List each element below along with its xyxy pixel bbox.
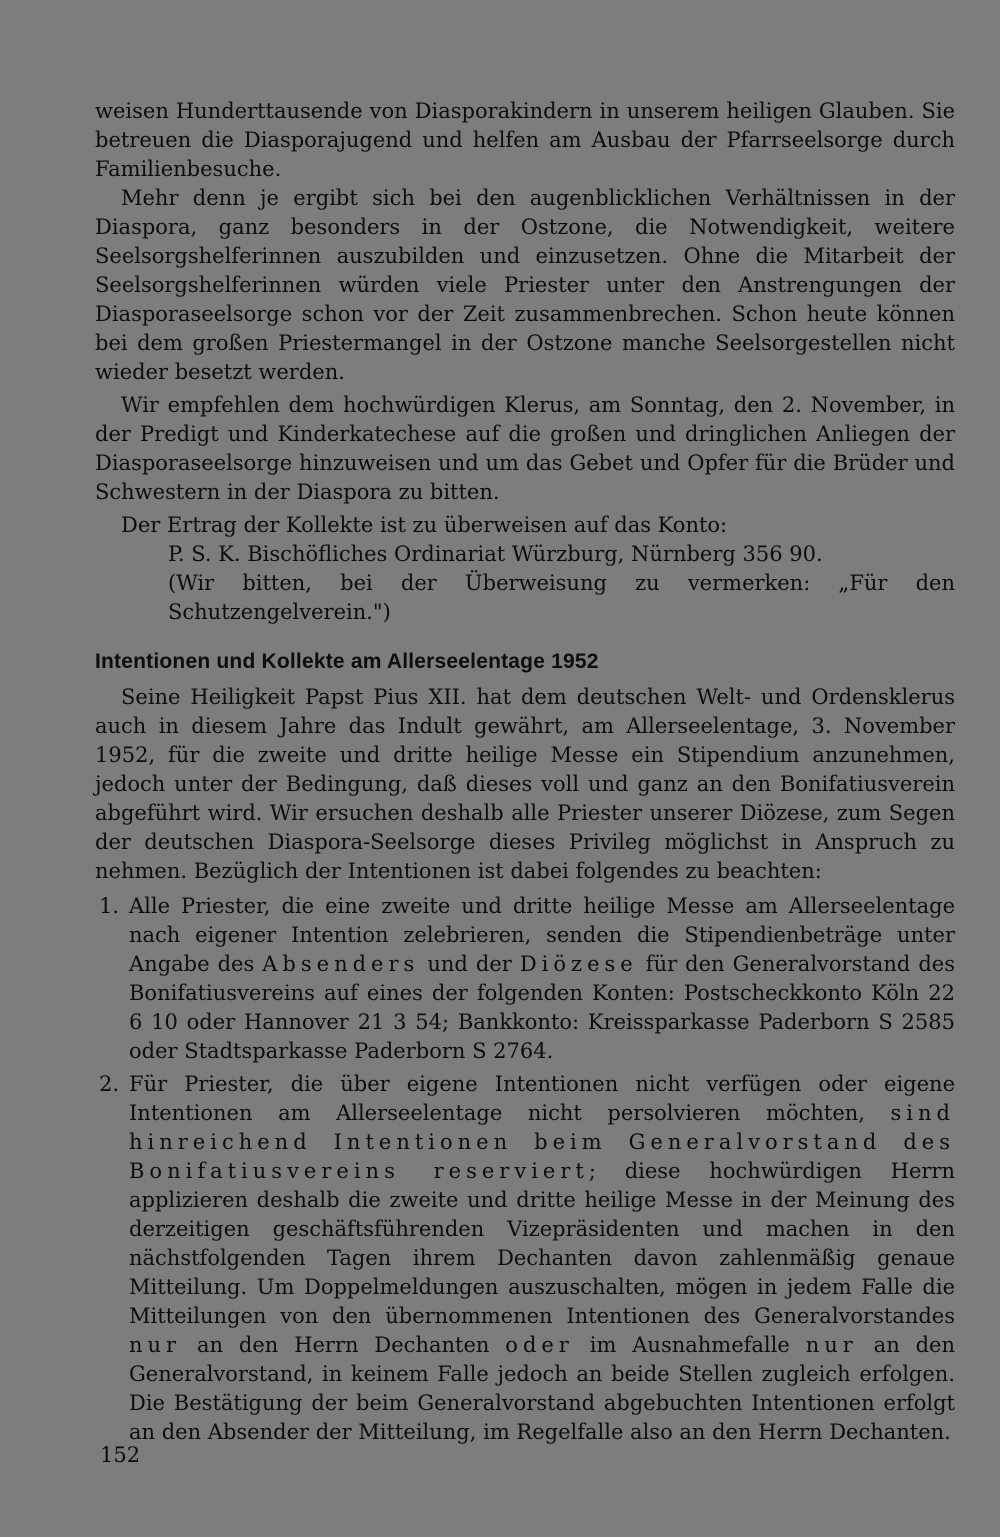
list-item-text: an den Generalvorstand, in keinem Falle jedoch an beide Stellen zugleich erfolgen. Die Bestätigung der beim Generalvorstand abgebuchten Intentionen erfolgt an den Absender der Mitteilung, im Regelfalle also an den Herrn Dechanten. — [129, 1333, 955, 1444]
instruction-list — [95, 892, 955, 1447]
paragraph-indult: Seine Heiligkeit Papst Pius XII. hat dem deutschen Welt- und Ordensklerus auch in diesem Jahre das Indult gewährt, am Allerseelentage, 3. November 1952, für die zweite und dritte heilige Messe ein Stipendium anzunehmen, jedoch unter der Bedingung, daß dieses voll und ganz an den Bonifatiusverein abgeführt wird. Wir ersuchen deshalb alle Priester unserer Diözese, zum Segen der deutschen Diaspora-Seelsorge dieses Privileg möglichst in Anspruch zu nehmen. Bezüglich der Intentionen ist dabei folgendes zu beachten: — [95, 685, 955, 883]
list-item — [95, 892, 955, 1066]
list-item-number: 2. — [99, 1072, 120, 1096]
list-item-text: für den Generalvorstand des Bonifatiusvereins auf eines der folgenden Konten: Postscheckkonto Köln 22 6 10 oder Hannover 21 3 54; Bankkonto: Kreissparkasse Paderborn S 2585 oder Stadtsparkasse Paderborn S 2764. — [129, 952, 955, 1063]
spaced-emphasis: sind hinreichend Intentionen beim Generalvorstand des Bonifatiusvereins reserviert — [129, 1101, 955, 1183]
spaced-emphasis: nur — [129, 1333, 182, 1357]
page-number: 152 — [100, 1443, 141, 1467]
paragraph-collection-transfer: Der Ertrag der Kollekte ist zu überweisen auf das Konto: — [121, 513, 728, 537]
paragraph-recommendation: Wir empfehlen dem hochwürdigen Klerus, am Sonntag, den 2. November, in der Predigt und Kinderkatechese auf die großen und dringlichen Anliegen der Diasporaseelsorge hinzuweisen und um das Gebet und Opfer für die Brüder und Schwestern in der Diaspora zu bitten. — [95, 393, 955, 504]
spaced-emphasis: Absenders — [262, 952, 420, 976]
document-page — [95, 97, 955, 1451]
transfer-note: (Wir bitten, bei der Überweisung zu vermerken: „Für den Schutzengelverein.") — [168, 571, 955, 624]
paragraph-continuation: weisen Hunderttausende von Diasporakindern in unserem heiligen Glauben. Sie betreuen die Diasporajugend und helfen am Ausbau der Pfarrseelsorge durch Familienbesuche. — [95, 99, 955, 181]
list-item-text: ; diese hochwürdigen Herrn applizieren deshalb die zweite und dritte heilige Messe in der Meinung des derzeitigen geschäftsführenden Vizepräsidenten und machen in den nächstfolgenden Tagen ihrem Dechanten davon zahlenmäßig genaue Mitteilung. Um Doppelmeldungen auszuschalten, mögen in jedem Falle die Mitteilungen von den übernommenen Intentionen des Generalvorstandes — [129, 1159, 955, 1328]
list-item-text: Für Priester, die über eigene Intentionen nicht verfügen oder eigene Intentionen am Allerseelentage nicht persolvieren möchten, — [129, 1072, 955, 1125]
list-item-text: Alle Priester, die eine zweite und dritte heilige Messe am Allerseelentage nach eigener Intention zelebrieren, senden die Stipendienbeträge unter Angabe des — [129, 894, 955, 976]
paragraph-seelsorgshelferinnen: Mehr denn je ergibt sich bei den augenblicklichen Verhältnissen in der Diaspora, ganz besonders in der Ostzone, die Notwendigkeit, weitere Seelsorgshelferinnen auszubilden und einzusetzen. Ohne die Mitarbeit der Seelsorgshelferinnen würden viele Priester unter den Anstrengungen der Diasporaseelsorge schon vor der Zeit zusammenbrechen. Schon heute können bei dem großen Priestermangel in der Ostzone manche Seelsorgestellen nicht wieder besetzt werden. — [95, 186, 955, 384]
spaced-emphasis: Diözese — [519, 952, 638, 976]
list-item-text: und der — [419, 952, 520, 976]
bank-account-line: P. S. K. Bischöfliches Ordinariat Würzburg, Nürnberg 356 90. — [168, 542, 823, 566]
list-item — [95, 1070, 955, 1447]
list-item-number: 1. — [99, 894, 120, 918]
spaced-emphasis: oder — [505, 1333, 574, 1357]
list-item-text: an den Herrn Dechanten — [181, 1333, 506, 1357]
list-item-text: im Ausnahmefalle — [573, 1333, 806, 1357]
section-heading: Intentionen und Kollekte am Allerseelentage 1952 — [95, 650, 599, 673]
spaced-emphasis: nur — [805, 1333, 858, 1357]
